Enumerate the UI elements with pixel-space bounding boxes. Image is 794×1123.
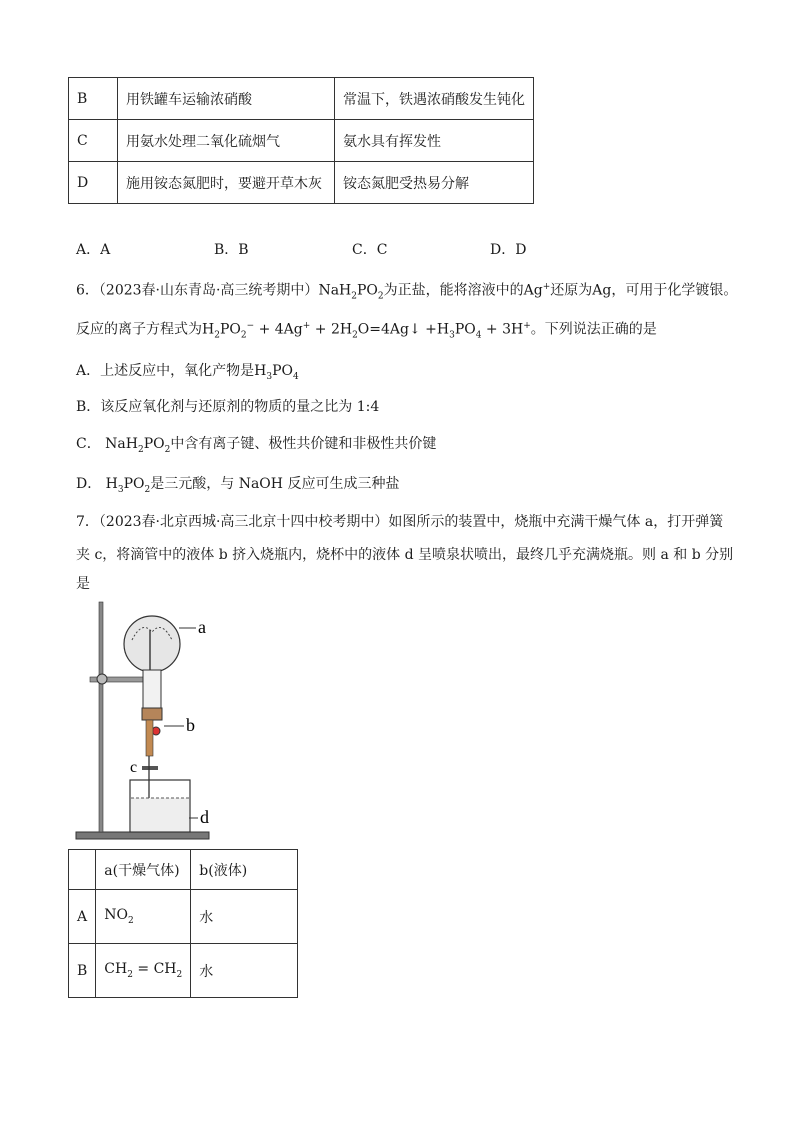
row-reason: 氨水具有挥发性 (335, 120, 534, 162)
answer-table-top (68, 77, 534, 204)
row-operation: 施用铵态氮肥时，要避开草木灰 (118, 162, 335, 204)
answer-table-bottom (68, 849, 298, 998)
q6-option-b: B．该反应氧化剂与还原剂的物质的量之比为 1:4 (76, 399, 380, 415)
row-gas: $CH_2 = CH_2$ (96, 944, 191, 998)
question-7-line3: 是 (76, 576, 90, 592)
row-reason: 常温下，铁遇浓硝酸发生钝化 (335, 78, 534, 120)
clamp-knob (97, 674, 107, 684)
label-c: c (130, 759, 138, 776)
stand-rod (99, 602, 103, 832)
label-a: a (198, 617, 206, 637)
row-letter: C (69, 120, 118, 162)
row-letter: B (69, 78, 118, 120)
beaker-liquid (131, 798, 189, 831)
row-liquid: 水 (191, 944, 298, 998)
q6-option-a: A．上述反应中，氧化产物是$H_3PO_4$ (76, 363, 299, 382)
row-gas: $NO_2$ (96, 890, 191, 944)
question-7-line1: 7．（2023春·北京西城·高三北京十四中校考期中）如图所示的装置中，烧瓶中充满干燥气体 a，打开弹簧 (76, 514, 724, 530)
fountain-apparatus-figure (72, 600, 242, 845)
label-b: b (186, 715, 195, 735)
option-b: B．B (214, 242, 249, 258)
header-liquid: b(液体) (191, 850, 298, 890)
row-operation: 用氨水处理二氧化硫烟气 (118, 120, 335, 162)
question-7-line2: 夹 c，将滴管中的液体 b 挤入烧瓶内，烧杯中的液体 d 呈喷泉状喷出，最终几乎充满烧瓶。则 a 和 b 分别 (76, 547, 734, 563)
row-letter: B (69, 944, 96, 998)
question-6-line2: 反应的离子方程式为$H_2PO_2^- + 4Ag^+$ + $2H_2O=4Ag↓ +H_3PO_4 + 3H^+$。下列说法正确的是 (76, 321, 657, 341)
option-c: C．C (352, 242, 388, 258)
label-d: d (200, 807, 209, 827)
flask-body (124, 616, 180, 672)
row-letter: D (69, 162, 118, 204)
row-reason: 铵态氮肥受热易分解 (335, 162, 534, 204)
q6-option-d: D． $H_3PO_2$是三元酸，与 NaOH 反应可生成三种盐 (76, 476, 400, 495)
question-6-line1: 6．（2023春·山东青岛·高三统考期中）$NaH_2PO_2$为正盐，能将溶液中的Ag+还原为Ag，可用于化学镀银。 (76, 282, 738, 302)
stand-base (76, 832, 209, 839)
header-blank (69, 850, 96, 890)
flask-neck (143, 670, 161, 710)
row-letter: A (69, 890, 96, 944)
rubber-stopper (142, 708, 162, 720)
option-d: D．D (490, 242, 527, 258)
q6-option-c: C． $NaH_2PO_2$中含有离子键、极性共价键和非极性共价键 (76, 436, 437, 455)
row-operation: 用铁罐车运输浓硝酸 (118, 78, 335, 120)
row-liquid: 水 (191, 890, 298, 944)
header-gas: a(干燥气体) (96, 850, 191, 890)
spring-clip (142, 766, 158, 770)
rubber-tube (146, 720, 153, 756)
option-a: A．A (76, 242, 111, 258)
